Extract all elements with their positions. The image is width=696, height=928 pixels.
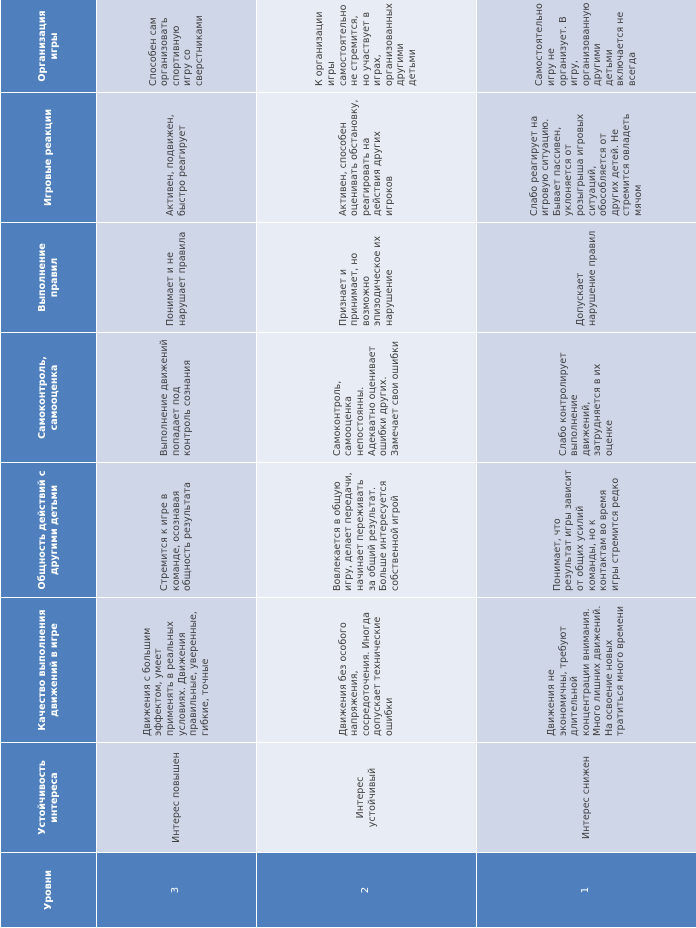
organization-cell: К организации игры самостоятельно не стремится, но участвует в играх, организованных другими детьми	[257, 0, 477, 93]
table-row-level-1	[477, 0, 696, 928]
header-rules: Выполнение правил	[1, 223, 97, 333]
rules-cell: Понимает и не нарушает правила	[97, 223, 257, 333]
movement-cell: Движения с большим эффектом, умеет применять в реальных условиях. Движения правильные, уверенные, гибкие, точные	[97, 598, 257, 743]
organization-cell: Самостоятельно игру не организует. В игру, организованную другими детьми включается не всегда	[477, 0, 696, 93]
movement-cell: Движения без особого напряжения, сосредоточения. Иногда допускает технические ошибки	[257, 598, 477, 743]
table-row-level-3	[97, 0, 257, 928]
level-cell: 3	[97, 853, 257, 928]
header-levels: Уровни	[1, 853, 97, 928]
self-control-cell: Выполнение движений попадает под контроль сознания	[97, 333, 257, 463]
reactions-cell: Активен, подвижен, быстро реагирует	[97, 93, 257, 223]
interest-cell: Интерес повышен	[97, 743, 257, 853]
joint-cell: Вовлекается в общую игру, делает передачи, начинает переживать за общий результат. Больше интересуется собственной игрой	[257, 463, 477, 598]
interest-cell: Интерес устойчивый	[257, 743, 477, 853]
joint-cell: Понимает, что результат игры зависит от общих усилий команды, но к контактам во время игры стремится редко	[477, 463, 696, 598]
self-control-cell: Слабо контролирует выполнение движений, затрудняется в их оценке	[477, 333, 696, 463]
reactions-cell: Слабо реагирует на игровую ситуацию. Бывает пассивен, уклоняется от розыгрыша игровых ситуаций, обособляется от других детей. Не стремится овладеть мячом	[477, 93, 696, 223]
joint-cell: Стремится к игре в команде, осознавая общность результата	[97, 463, 257, 598]
header-game-organization: Организация игры	[1, 0, 97, 93]
header-game-reactions: Игровые реакции	[1, 93, 97, 223]
header-interest-stability: Устойчивость интереса	[1, 743, 97, 853]
rules-cell: Допускает нарушение правил	[477, 223, 696, 333]
self-control-cell: Самоконтроль, самооценка непостоянны. Адекватно оценивает ошибки других. Замечает свои ошибки	[257, 333, 477, 463]
movement-cell: Движения не экономичны, требуют длительной концентрации внимания. Много лишних движений. На освоение новых тратиться много времени	[477, 598, 696, 743]
reactions-cell: Активен, способен оценивать обстановку, реагировать на действия других игроков	[257, 93, 477, 223]
rules-cell: Признает и принимает, но возможно эпизодическое их нарушение	[257, 223, 477, 333]
header-joint-actions: Общность действий с другими детьми	[1, 463, 97, 598]
organization-cell: Способен сам организовать спортивную игру со сверстниками	[97, 0, 257, 93]
interest-cell: Интерес снижен	[477, 743, 696, 853]
table-row-level-2	[257, 0, 477, 928]
level-cell: 2	[257, 853, 477, 928]
header-row	[1, 0, 97, 928]
level-cell: 1	[477, 853, 696, 928]
header-self-control: Самоконтроль, самооценка	[1, 333, 97, 463]
header-movement-quality: Качество выполнения движений в игре	[1, 598, 97, 743]
